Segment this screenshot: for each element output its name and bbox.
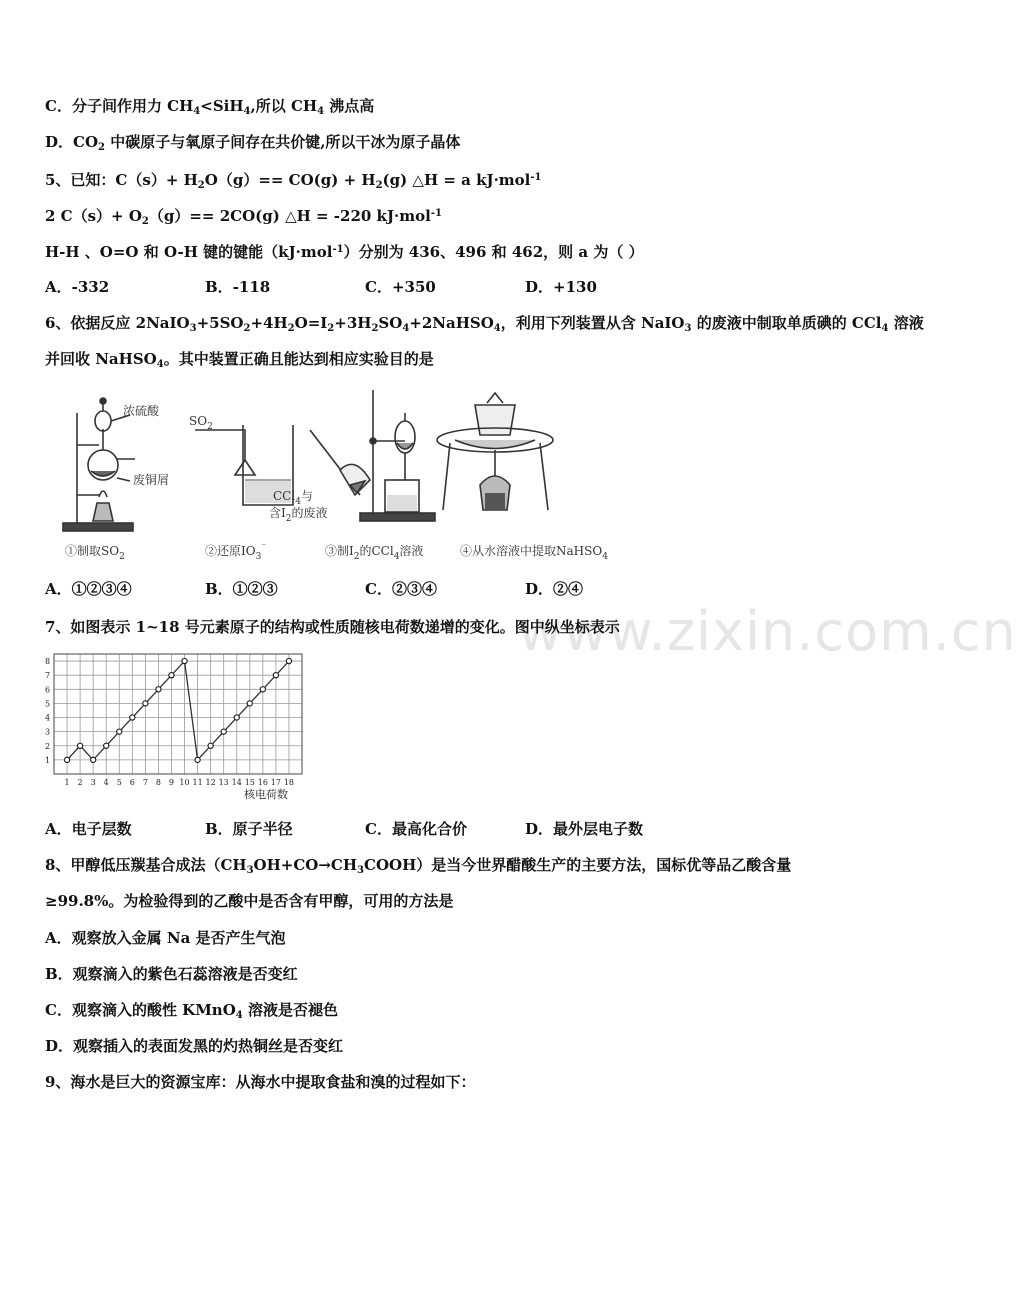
q8-option-d: D．观察插入的表面发黑的灼热铜丝是否变红 (45, 1037, 344, 1055)
x-tick-label: 9 (168, 778, 175, 787)
caption-1: ①制取$SO_2$ (65, 544, 125, 562)
data-point (208, 743, 213, 748)
q5-line3: H-H 、O=O 和 O-H 键的键能（kJ·mol$^{-1}$）分别为 436、496 和 462，则 a 为（ ） (45, 243, 644, 261)
q4-option-d: D．$CO_2$ 中碳原子与氧原子间存在共价键,所以干冰为原子晶体 (45, 133, 461, 153)
y-tick-label: 3 (45, 727, 51, 737)
x-tick-label: 12 (205, 778, 216, 787)
caption-2: ②还原$IO_3^{^-}$ (205, 542, 267, 562)
x-tick-label: 3 (90, 778, 96, 787)
x-tick-label: 7 (142, 778, 148, 787)
caption-4: ④从水溶液中提取NaHSO$_4$ (460, 544, 608, 562)
x-tick-label: 2 (77, 778, 83, 787)
data-point (195, 757, 200, 762)
q5-option-d: D．+130 (525, 278, 597, 296)
x-axis-label: 核电荷数 (244, 788, 288, 801)
label-waste-liquid: 含$I_2$的废液 (269, 506, 328, 524)
data-point (130, 715, 135, 720)
q5-option-c: C．+350 (365, 278, 436, 296)
line-chart (38, 648, 308, 808)
q5-line2: 2 $C(s)+ O_2(g)== 2CO(g)$ △H = -220 kJ·mol$^{-1}$ (45, 207, 442, 227)
label-waste-copper: 废铜屑 (133, 473, 170, 487)
q5-option-a: A．-332 (45, 278, 110, 296)
data-point (78, 743, 83, 748)
x-tick-label: 17 (270, 778, 281, 787)
data-point (286, 658, 291, 663)
apparatus-4 (437, 393, 553, 510)
q6-line2: 并回收 NaHSO$_4$。其中装置正确且能达到相应实验目的是 (45, 350, 434, 370)
y-tick-label: 2 (45, 741, 51, 751)
series-line (67, 661, 289, 760)
y-tick-label: 5 (45, 699, 51, 709)
q6-option-b: B．①②③ (205, 580, 278, 598)
q6-option-c: C．②③④ (365, 580, 437, 598)
data-point (260, 687, 265, 692)
q8-option-a: A．观察放入金属 Na 是否产生气泡 (45, 929, 286, 947)
y-tick-label: 8 (45, 657, 51, 667)
q7-option-d: D．最外层电子数 (525, 820, 644, 838)
x-tick-label: 1 (64, 778, 70, 787)
y-tick-label: 6 (45, 685, 51, 695)
q6-option-a: A．①②③④ (45, 580, 132, 598)
data-point (182, 658, 187, 663)
q5-option-b: B．-118 (205, 278, 271, 296)
data-point (221, 729, 226, 734)
q7-option-c: C．最高化合价 (365, 820, 467, 838)
data-point (64, 757, 69, 762)
q8-option-b: B．观察滴入的紫色石蕊溶液是否变红 (45, 965, 298, 983)
label-so2: $SO_2$ (189, 414, 213, 432)
q7-option-b: B．原子半径 (205, 820, 293, 838)
data-point (91, 757, 96, 762)
data-point (247, 701, 252, 706)
q4-option-c: C．分子间作用力 $CH_4<SiH_4$,所以 $CH_4$ 沸点高 (45, 97, 375, 117)
x-tick-label: 6 (129, 778, 135, 787)
q5-line1: 5、已知：$C(s)+ H_2O(g)== CO(g) + H_2(g)$ △H = a kJ·mol$^{-1}$ (45, 171, 542, 191)
q8-line2: ≥99.8%。为检验得到的乙酸中是否含有甲醇，可用的方法是 (45, 892, 454, 910)
x-tick-label: 15 (244, 778, 255, 787)
apparatus-3 (310, 390, 435, 521)
q8-line1: 8、甲醇低压羰基合成法$(CH_3OH+CO\to CH_3COOH)$是当今世界醋酸生产的主要方法，国标优等品乙酸含量 (45, 856, 792, 876)
label-ccl4: CCl$_4$与 (273, 489, 313, 507)
apparatus-figure (55, 385, 645, 570)
data-point (104, 743, 109, 748)
q6-line1: 6、依据反应 $2NaIO_3+5SO_2+4H_2O=I_2+3H_2SO_4+2NaHSO_4$，利用下列装置从含 NaIO$_3$ 的废液中制取单质碘的 CCl$_4$ 溶液 (45, 314, 924, 334)
q8-option-c: C．观察滴入的酸性 KMnO$_4$ 溶液是否褪色 (45, 1001, 338, 1021)
x-tick-label: 16 (257, 778, 268, 787)
q7-text: 7、如图表示 1~18 号元素原子的结构或性质随核电荷数递增的变化。图中纵坐标表示 (45, 618, 620, 636)
data-point (117, 729, 122, 734)
q9-text: 9、海水是巨大的资源宝库：从海水中提取食盐和溴的过程如下： (45, 1073, 476, 1091)
data-point (156, 687, 161, 692)
watermark: www.zixin.com.cn (518, 600, 1017, 663)
y-tick-label: 4 (45, 713, 51, 723)
x-tick-label: 10 (179, 778, 190, 787)
y-tick-label: 7 (45, 671, 51, 681)
data-point (169, 673, 174, 678)
data-point (143, 701, 148, 706)
x-tick-label: 14 (231, 778, 242, 787)
x-tick-label: 13 (218, 778, 229, 787)
x-tick-label: 11 (192, 778, 203, 787)
data-point (273, 673, 278, 678)
x-tick-label: 18 (283, 778, 295, 787)
caption-3: ③制$I_2$的CCl$_4$溶液 (325, 544, 424, 562)
q6-option-d: D．②④ (525, 580, 584, 598)
q7-option-a: A．电子层数 (45, 820, 132, 838)
y-tick-label: 1 (45, 755, 51, 765)
x-tick-label: 5 (116, 778, 122, 787)
x-tick-label: 4 (103, 778, 109, 787)
label-conc-sulfuric: 浓硫酸 (123, 404, 160, 418)
x-tick-label: 8 (155, 778, 161, 787)
data-point (234, 715, 239, 720)
